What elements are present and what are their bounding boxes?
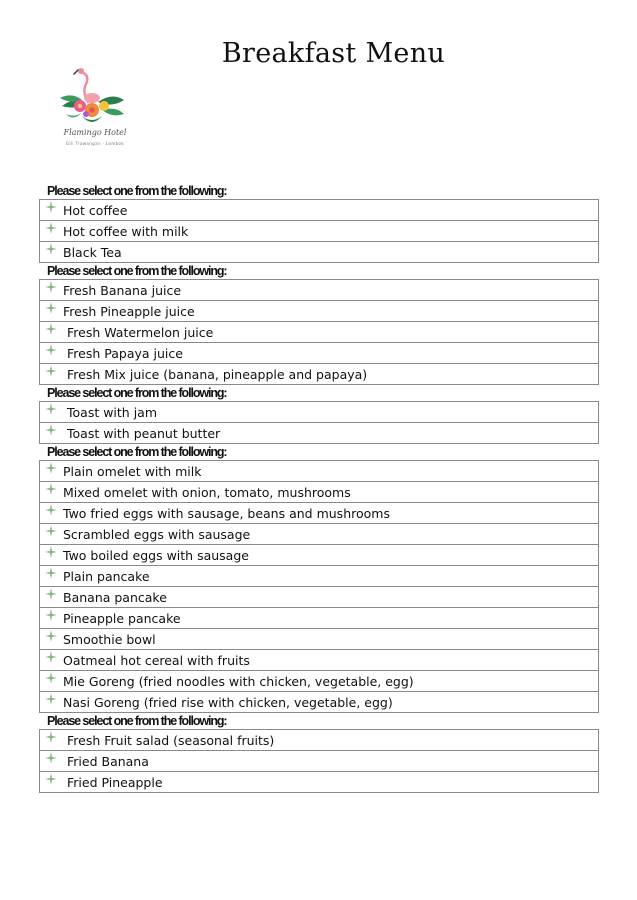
menu-section — [39, 279, 599, 385]
sparkle-star-icon — [44, 751, 58, 765]
sparkle-star-icon — [44, 772, 58, 786]
menu-item — [40, 342, 598, 363]
menu-item-label: Pineapple pancake — [63, 611, 181, 626]
menu-item-label: Plain pancake — [63, 569, 150, 584]
menu-item — [40, 280, 598, 300]
sparkle-star-icon — [44, 322, 58, 336]
menu-item-label: Fried Banana — [67, 754, 149, 769]
menu-item — [40, 481, 598, 502]
menu-section — [39, 199, 599, 263]
menu-item-label: Fried Pineapple — [67, 775, 163, 790]
menu-item-label: Plain omelet with milk — [63, 464, 202, 479]
menu-item-label: Black Tea — [63, 245, 122, 260]
menu-item-label: Fresh Fruit salad (seasonal fruits) — [67, 733, 275, 748]
menu-item — [40, 321, 598, 342]
sparkle-star-icon — [44, 200, 58, 214]
menu-item — [40, 649, 598, 670]
sparkle-star-icon — [44, 242, 58, 256]
sparkle-star-icon — [44, 566, 58, 580]
menu-item — [40, 461, 598, 481]
sparkle-star-icon — [44, 280, 58, 294]
logo-tagline: Gili Trawangan · Lombok — [65, 141, 125, 146]
sparkle-star-icon — [44, 587, 58, 601]
menu-item-label: Mixed omelet with onion, tomato, mushrooms — [63, 485, 351, 500]
menu-item-label: Fresh Papaya juice — [67, 346, 183, 361]
sparkle-star-icon — [44, 503, 58, 517]
menu-item-label: Fresh Banana juice — [63, 283, 182, 298]
sparkle-star-icon — [44, 221, 58, 235]
logo-name: Flamingo Hotel — [63, 128, 127, 137]
sparkle-star-icon — [44, 402, 58, 416]
menu-item — [40, 422, 598, 443]
menu-item-label: Two fried eggs with sausage, beans and mushrooms — [63, 506, 390, 521]
menu-item-label: Fresh Mix juice (banana, pineapple and papaya) — [67, 367, 368, 382]
sparkle-star-icon — [44, 524, 58, 538]
sparkle-star-icon — [44, 730, 58, 744]
menu-item-label: Fresh Pineapple juice — [63, 304, 195, 319]
menu-item — [40, 220, 598, 241]
sparkle-star-icon — [44, 364, 58, 378]
sparkle-star-icon — [44, 482, 58, 496]
menu-item — [40, 771, 598, 792]
sparkle-star-icon — [44, 608, 58, 622]
menu-item — [40, 363, 598, 384]
sparkle-star-icon — [44, 301, 58, 315]
menu-list — [39, 183, 599, 793]
section-heading: Please select one from the following: — [47, 386, 227, 400]
menu-item-label: Two boiled eggs with sausage — [63, 548, 249, 563]
menu-item-label: Fresh Watermelon juice — [67, 325, 214, 340]
sparkle-star-icon — [44, 461, 58, 475]
menu-section — [39, 460, 599, 713]
menu-item-label: Hot coffee — [63, 203, 128, 218]
section-heading: Please select one from the following: — [47, 445, 227, 459]
menu-item — [40, 402, 598, 422]
menu-item — [40, 586, 598, 607]
menu-item-label: Smoothie bowl — [63, 632, 156, 647]
menu-section — [39, 401, 599, 444]
menu-item — [40, 670, 598, 691]
menu-item-label: Toast with jam — [67, 405, 158, 420]
menu-section — [39, 729, 599, 793]
sparkle-star-icon — [44, 671, 58, 685]
menu-item — [40, 523, 598, 544]
section-heading: Please select one from the following: — [47, 184, 227, 198]
menu-item-label: Oatmeal hot cereal with fruits — [63, 653, 250, 668]
menu-item — [40, 300, 598, 321]
menu-item — [40, 241, 598, 262]
section-heading: Please select one from the following: — [47, 264, 227, 278]
sparkle-star-icon — [44, 343, 58, 357]
menu-item — [40, 628, 598, 649]
menu-item — [40, 691, 598, 712]
menu-item — [40, 502, 598, 523]
menu-item — [40, 607, 598, 628]
menu-item-label: Mie Goreng (fried noodles with chicken, vegetable, egg) — [63, 674, 414, 689]
menu-item-label: Nasi Goreng (fried rise with chicken, vegetable, egg) — [63, 695, 393, 710]
menu-item — [40, 565, 598, 586]
menu-item — [40, 544, 598, 565]
menu-item-label: Scrambled eggs with sausage — [63, 527, 251, 542]
menu-item-label: Hot coffee with milk — [63, 224, 189, 239]
menu-item-label: Toast with peanut butter — [67, 426, 221, 441]
menu-item — [40, 730, 598, 750]
section-heading: Please select one from the following: — [47, 714, 227, 728]
menu-title: Breakfast Menu — [221, 38, 446, 69]
sparkle-star-icon — [44, 545, 58, 559]
menu-item — [40, 200, 598, 220]
sparkle-star-icon — [44, 423, 58, 437]
sparkle-star-icon — [44, 692, 58, 706]
sparkle-star-icon — [44, 650, 58, 664]
menu-item-label: Banana pancake — [63, 590, 167, 605]
menu-item — [40, 750, 598, 771]
sparkle-star-icon — [44, 629, 58, 643]
